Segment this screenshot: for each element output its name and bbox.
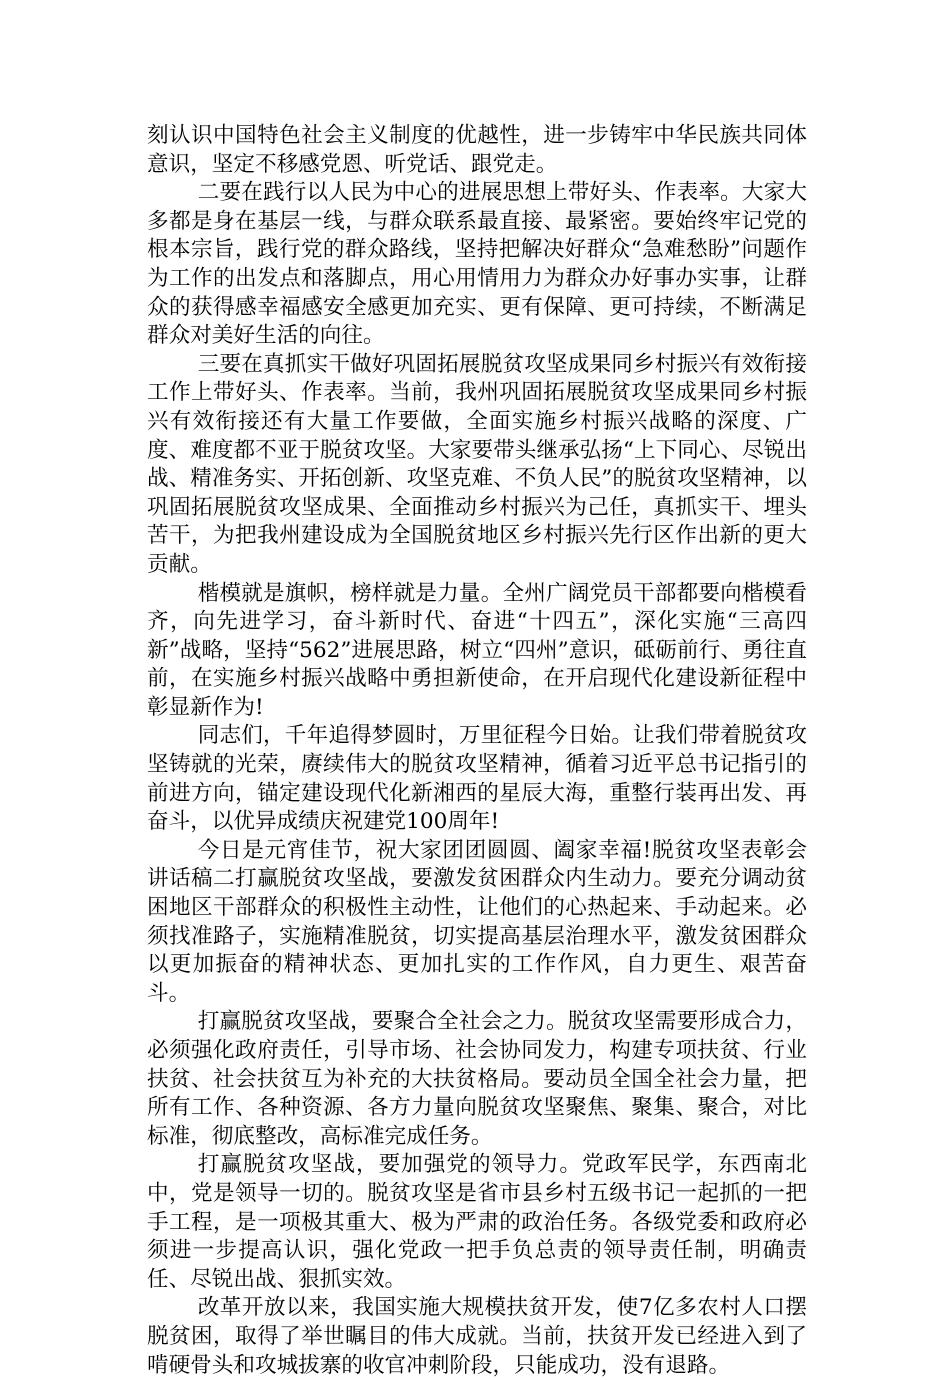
paragraph-party-leadership: 打赢脱贫攻坚战，要加强党的领导力。党政军民学，东西南北中，党是领导一切的。脱贫攻坚是省市县乡村五级书记一起抓的一把手工程，是一项极其重大、极为严肃的政治任务。各级党委和政府必须进一步提高认识，强化党政一把手负总责的领导责任制，明确责任、尽锐出战、狠抓实效。 (147, 1152, 807, 1292)
paragraph-continued: 刻认识中国特色社会主义制度的优越性，进一步铸牢中华民族共同体意识，坚定不移感党恩、听党话、跟党走。 (147, 123, 807, 177)
paragraph-second-requirement: 二要在践行以人民为中心的进展思想上带好头、作表率。大家大多都是身在基层一线，与群众联系最直接、最紧密。要始终牢记党的根本宗旨，践行党的群众路线，坚持把解决好群众“急难愁盼”问题作为工作的出发点和落脚点，用心用情用力为群众办好事办实事，让群众的获得感幸福感安全感更加充实、更有保障、更可持续，不断满足群众对美好生活的向往。 (147, 180, 807, 349)
paragraph-comrades: 同志们，千年追得梦圆时，万里征程今日始。让我们带着脱贫攻坚铸就的光荣，赓续伟大的脱贫攻坚精神，循着习近平总书记指引的前进方向，锚定建设现代化新湘西的星辰大海，重整行装再出发、再奋斗，以优异成绩庆祝建党100周年! (147, 723, 807, 835)
paragraph-role-models: 楷模就是旗帜，榜样就是力量。全州广阔党员干部都要向楷模看齐，向先进学习，奋斗新时代、奋进“十四五”，深化实施“三高四新”战略，坚持“562”进展思路，树立“四州”意识，砥砺前行、勇往直前，在实施乡村振兴战略中勇担新使命，在开启现代化建设新征程中彰显新作为! (147, 580, 807, 720)
document-body (147, 122, 807, 1380)
paragraph-third-requirement: 三要在真抓实干做好巩固拓展脱贫攻坚成果同乡村振兴有效衔接工作上带好头、作表率。当前，我州巩固拓展脱贫攻坚成果同乡村振兴有效衔接还有大量工作要做，全面实施乡村振兴战略的深度、广度、难度都不亚于脱贫攻坚。大家要带头继承弘扬“上下同心、尽锐出战、精准务实、开拓创新、攻坚克难、不负人民”的脱贫攻坚精神，以巩固拓展脱贫攻坚成果、全面推动乡村振兴为己任，真抓实干、埋头苦干，为把我州建设成为全国脱贫地区乡村振兴先行区作出新的更大贡献。 (147, 351, 807, 577)
paragraph-reform-opening: 改革开放以来，我国实施大规模扶贫开发，使7亿多农村人口摆脱贫困，取得了举世瞩目的伟大成就。当前，扶贫开发已经进入到了啃硬骨头和攻城拔寨的收官冲刺阶段，只能成功，没有退路。 (147, 1295, 807, 1378)
paragraph-lantern-festival: 今日是元宵佳节，祝大家团团圆圆、阖家幸福!脱贫攻坚表彰会讲话稿二打赢脱贫攻坚战，要激发贫困群众内生动力。要充分调动贫困地区干部群众的积极性主动性，让他们的心热起来、手动起来。必须找准路子，实施精准脱贫，切实提高基层治理水平，激发贫困群众以更加振奋的精神状态、更加扎实的工作作风，自力更生、艰苦奋斗。 (147, 837, 807, 1006)
paragraph-social-forces: 打赢脱贫攻坚战，要聚合全社会之力。脱贫攻坚需要形成合力，必须强化政府责任，引导市场、社会协同发力，构建专项扶贫、行业扶贫、社会扶贫互为补充的大扶贫格局。要动员全国全社会力量，把所有工作、各种资源、各方力量向脱贫攻坚聚焦、聚集、聚合，对比标准，彻底整改，高标准完成任务。 (147, 1009, 807, 1149)
